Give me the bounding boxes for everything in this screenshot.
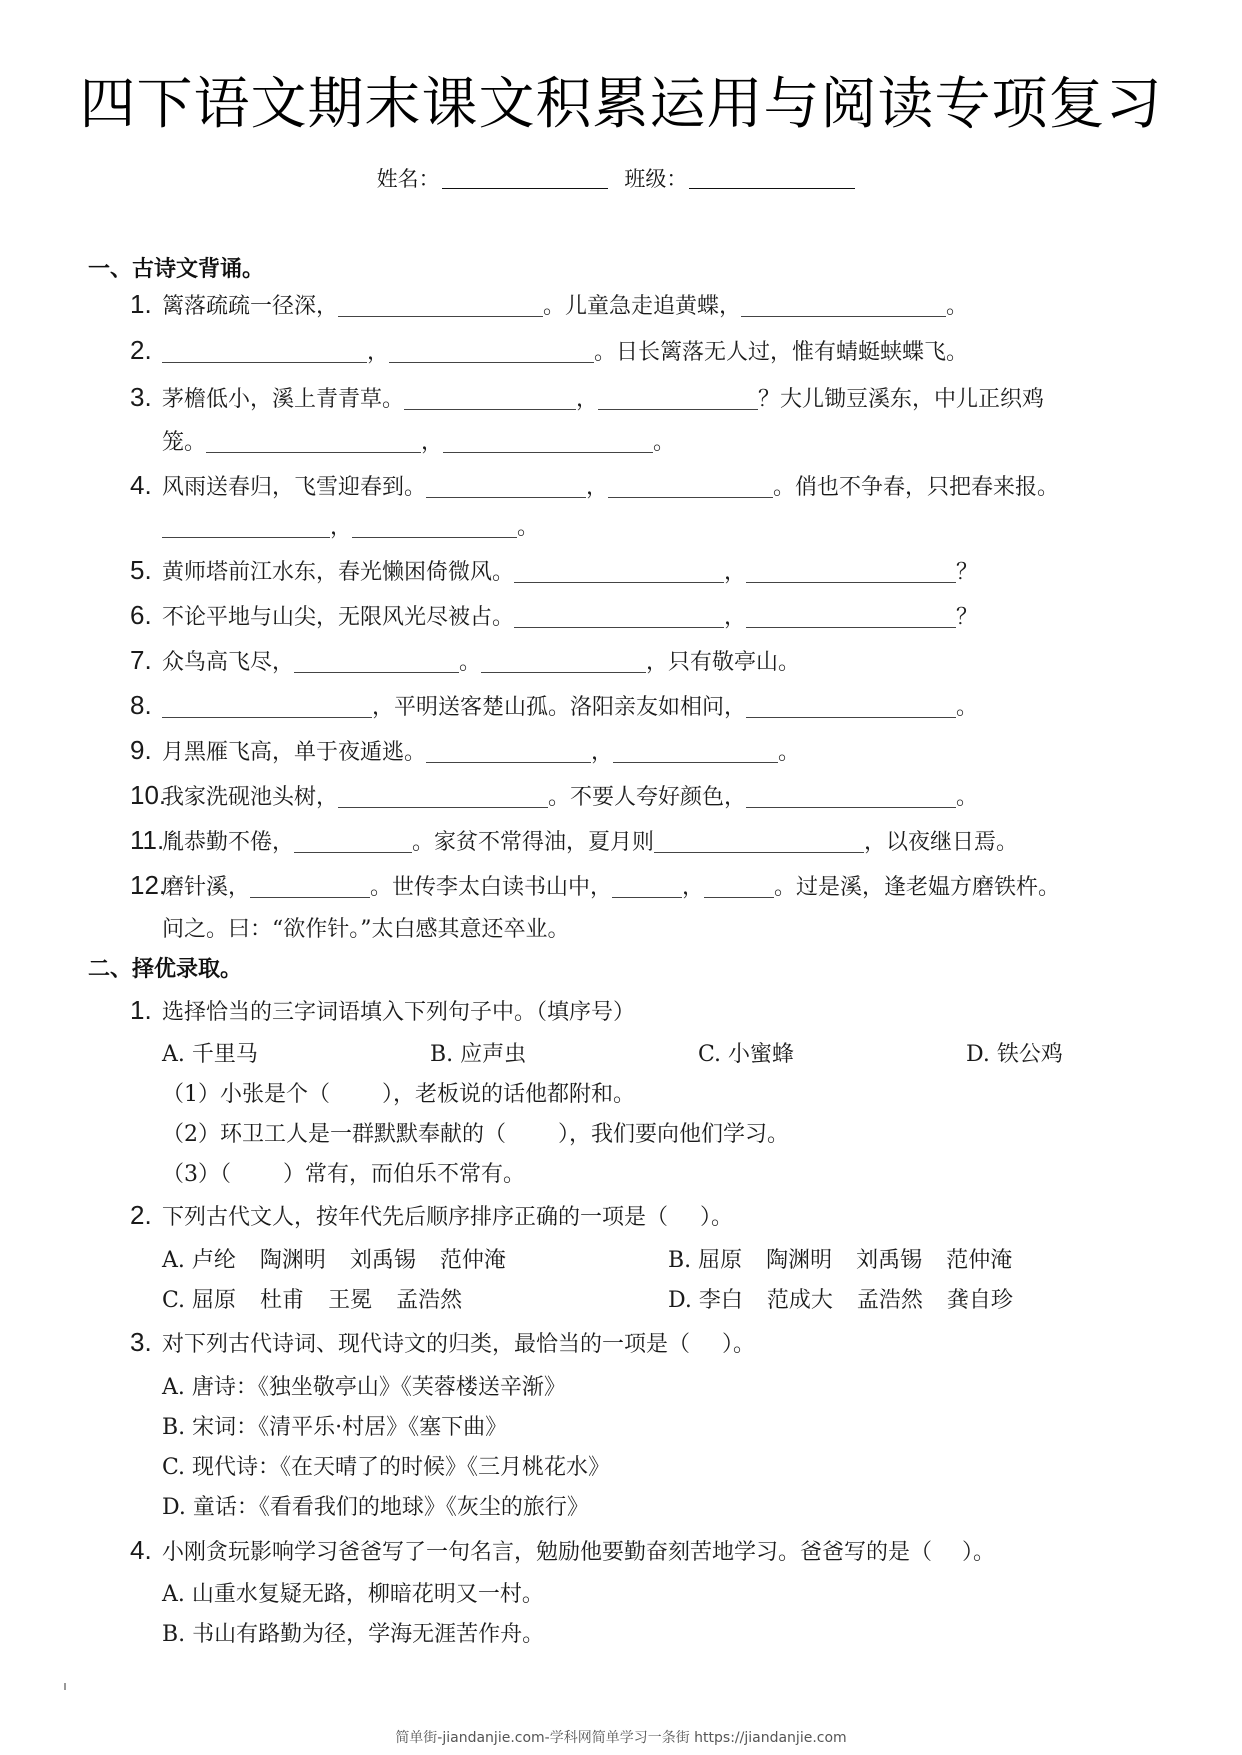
answer-blank[interactable] — [598, 389, 758, 410]
name-field[interactable] — [442, 168, 608, 189]
q3-option-d[interactable]: D. 童话：《看看我们的地球》《灰尘的旅行》 — [162, 1495, 589, 1520]
option-a[interactable]: A. 千里马 — [162, 1042, 258, 1067]
section2-heading: 二、择优录取。 — [88, 957, 243, 982]
answer-blank[interactable] — [741, 296, 946, 317]
question-1-4: 4. 风雨送春归，飞雪迎春到。 ， 。俏也不争春，只把春来报。 — [130, 470, 1060, 500]
answer-blank[interactable] — [746, 697, 956, 718]
answer-blank[interactable] — [654, 832, 864, 853]
question-2-4: 4. 小刚贪玩影响学习爸爸写了一句名言，勉励他要勤奋刻苦地学习。爸爸写的是（ ）。 — [130, 1535, 996, 1565]
answer-blank[interactable] — [613, 742, 778, 763]
section1-heading: 一、古诗文背诵。 — [88, 257, 265, 282]
student-info-bar — [0, 163, 1242, 193]
question-1-6: 6. 不论平地与山尖，无限风光尽被占。 ， ？ — [130, 600, 979, 630]
answer-blank[interactable] — [389, 342, 594, 363]
answer-blank[interactable] — [426, 742, 591, 763]
question-1-10: 10.我家洗砚池头树， 。不要人夸好颜色， 。 — [130, 780, 979, 810]
question-1-3-cont: 笼。 ， 。 — [162, 430, 676, 455]
answer-blank[interactable] — [608, 477, 773, 498]
answer-blank[interactable] — [162, 517, 330, 538]
q2-option-c[interactable]: C. 屈原 杜甫 王冕 孟浩然 — [162, 1288, 463, 1313]
answer-blank[interactable] — [162, 697, 372, 718]
scan-mark — [64, 1683, 66, 1690]
class-field[interactable] — [689, 168, 855, 189]
question-2-3: 3. 对下列古代诗词、现代诗文的归类，最恰当的一项是（ ）。 — [130, 1327, 756, 1357]
answer-blank[interactable] — [514, 562, 724, 583]
question-1-2: 2. ， 。日长篱落无人过，惟有蜻蜓蛱蝶飞。 — [130, 335, 969, 365]
class-label: 班级： — [624, 167, 688, 191]
answer-blank[interactable] — [250, 877, 370, 898]
answer-blank[interactable] — [612, 877, 682, 898]
q3-option-a[interactable]: A. 唐诗：《独坐敬亭山》《芙蓉楼送辛渐》 — [162, 1375, 566, 1400]
answer-blank[interactable] — [162, 342, 367, 363]
q2-option-b[interactable]: B. 屈原 陶渊明 刘禹锡 范仲淹 — [668, 1248, 1013, 1273]
answer-blank[interactable] — [746, 562, 956, 583]
question-1-11: 11.胤恭勤不倦， 。家贫不常得油，夏月则 ，以夜继日焉。 — [130, 825, 1019, 855]
name-label: 姓名： — [376, 167, 440, 191]
page-title: 四下语文期末课文积累运用与阅读专项复习 — [79, 72, 1163, 137]
q2-option-a[interactable]: A. 卢纶 陶渊明 刘禹锡 范仲淹 — [162, 1248, 506, 1273]
answer-blank[interactable] — [514, 607, 724, 628]
q3-option-c[interactable]: C. 现代诗：《在天晴了的时候》《三月桃花水》 — [162, 1455, 611, 1480]
question-1-12-cont: 问之。曰：“欲作针。”太白感其意还卒业。 — [162, 917, 570, 942]
option-d[interactable]: D. 铁公鸡 — [966, 1042, 1063, 1067]
question-1-3: 3. 茅檐低小，溪上青青草。 ， ？大儿锄豆溪东，中儿正织鸡 — [130, 382, 1045, 412]
sub-question-3: （3）（ ）常有，而伯乐不常有。 — [162, 1162, 526, 1187]
q3-option-b[interactable]: B. 宋词：《清平乐·村居》《塞下曲》 — [162, 1415, 508, 1440]
answer-blank[interactable] — [443, 432, 653, 453]
q2-option-d[interactable]: D. 李白 范成大 孟浩然 龚自珍 — [668, 1288, 1013, 1313]
question-1-12: 12.磨针溪， 。世传李太白读书山中， ， 。过是溪，逢老媪方磨铁杵。 — [130, 870, 1061, 900]
answer-blank[interactable] — [426, 477, 586, 498]
question-2-2: 2. 下列古代文人，按年代先后顺序排序正确的一项是（ ）。 — [130, 1200, 734, 1230]
answer-blank[interactable] — [338, 787, 548, 808]
sub-question-1: （1）小张是个（ ），老板说的话他都附和。 — [162, 1082, 636, 1107]
sub-question-2: （2）环卫工人是一群默默奉献的（ ），我们要向他们学习。 — [162, 1122, 790, 1147]
question-1-8: 8. ，平明送客楚山孤。洛阳亲友如相问， 。 — [130, 690, 979, 720]
answer-blank[interactable] — [746, 607, 956, 628]
answer-blank[interactable] — [294, 652, 459, 673]
answer-blank[interactable] — [338, 296, 543, 317]
answer-blank[interactable] — [481, 652, 646, 673]
question-2-1: 1. 选择恰当的三字词语填入下列句子中。（填序号） — [130, 995, 636, 1025]
question-1-5: 5. 黄师塔前江水东，春光懒困倚微风。 ， ？ — [130, 555, 979, 585]
question-1-4-cont: ， 。 — [162, 510, 539, 541]
question-1-7: 7. 众鸟高飞尽， 。 ，只有敬亭山。 — [130, 645, 801, 675]
answer-blank[interactable] — [294, 832, 412, 853]
q4-option-a[interactable]: A. 山重水复疑无路，柳暗花明又一村。 — [162, 1582, 544, 1607]
answer-blank[interactable] — [404, 389, 576, 410]
option-b[interactable]: B. 应声虫 — [430, 1042, 527, 1067]
question-1-9: 9. 月黑雁飞高，单于夜遁逃。 ， 。 — [130, 735, 801, 765]
question-1-1: 1. 篱落疏疏一径深， 。儿童急走追黄蝶， 。 — [130, 289, 969, 319]
answer-blank[interactable] — [206, 432, 421, 453]
answer-blank[interactable] — [704, 877, 774, 898]
q4-option-b[interactable]: B. 书山有路勤为径，学海无涯苦作舟。 — [162, 1622, 545, 1647]
option-c[interactable]: C. 小蜜蜂 — [698, 1042, 795, 1067]
answer-blank[interactable] — [352, 517, 517, 538]
footer-watermark: 简单街-jiandanjie.com-学科网简单学习一条街 https://jiandanjie.com — [395, 1730, 847, 1746]
answer-blank[interactable] — [746, 787, 956, 808]
